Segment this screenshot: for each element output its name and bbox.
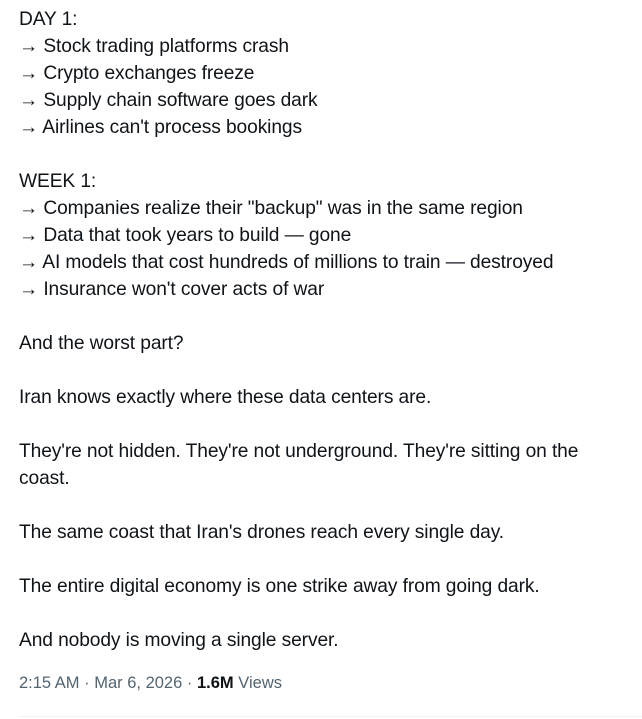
line-break xyxy=(19,546,631,573)
tweet-line-same-coast: The same coast that Iran's drones reach every single day. xyxy=(19,522,505,543)
line-break xyxy=(19,600,631,627)
tweet-line-backup: → Companies realize their "backup" was in the same region xyxy=(19,198,523,219)
line-break xyxy=(19,357,631,384)
tweet-line-not-hidden: They're not hidden. They're not underground. They're sitting on the coast. xyxy=(19,441,579,489)
tweet-line-digital-economy: The entire digital economy is one strike away from going dark. xyxy=(19,576,540,597)
tweet-line-week1-heading: WEEK 1: xyxy=(19,171,97,192)
tweet-line-crypto: → Crypto exchanges freeze xyxy=(19,63,255,84)
tweet-line-nobody-moving: And nobody is moving a single server. xyxy=(19,630,339,651)
line-break xyxy=(19,141,631,168)
line-break xyxy=(19,303,631,330)
tweet-timestamp-date[interactable]: Mar 6, 2026 xyxy=(94,674,183,692)
tweet-line-stock-trading: → Stock trading platforms crash xyxy=(19,36,289,57)
meta-separator: · xyxy=(84,674,90,692)
meta-separator: · xyxy=(186,674,193,692)
views-count[interactable]: 1.6M xyxy=(196,674,234,692)
tweet-line-ai-models: → AI models that cost hundreds of millions to train — destroyed xyxy=(19,252,554,273)
tweet-line-supply-chain: → Supply chain software goes dark xyxy=(19,90,318,111)
tweet-line-insurance: → Insurance won't cover acts of war xyxy=(19,279,325,300)
views-label[interactable]: Views xyxy=(238,674,282,692)
tweet-line-airlines: → Airlines can't process bookings xyxy=(19,117,302,138)
line-break xyxy=(19,411,631,438)
tweet-text xyxy=(19,6,631,654)
tweet-line-data-gone: → Data that took years to build — gone xyxy=(19,225,352,246)
tweet-line-day1-heading: DAY 1: xyxy=(19,9,78,30)
line-break xyxy=(19,492,631,519)
tweet-line-worst-part: And the worst part? xyxy=(19,333,184,354)
tweet-line-iran-knows: Iran knows exactly where these data centers are. xyxy=(19,387,432,408)
tweet-metadata xyxy=(19,671,282,695)
tweet-timestamp-time[interactable]: 2:15 AM xyxy=(19,674,80,692)
divider xyxy=(19,716,642,717)
